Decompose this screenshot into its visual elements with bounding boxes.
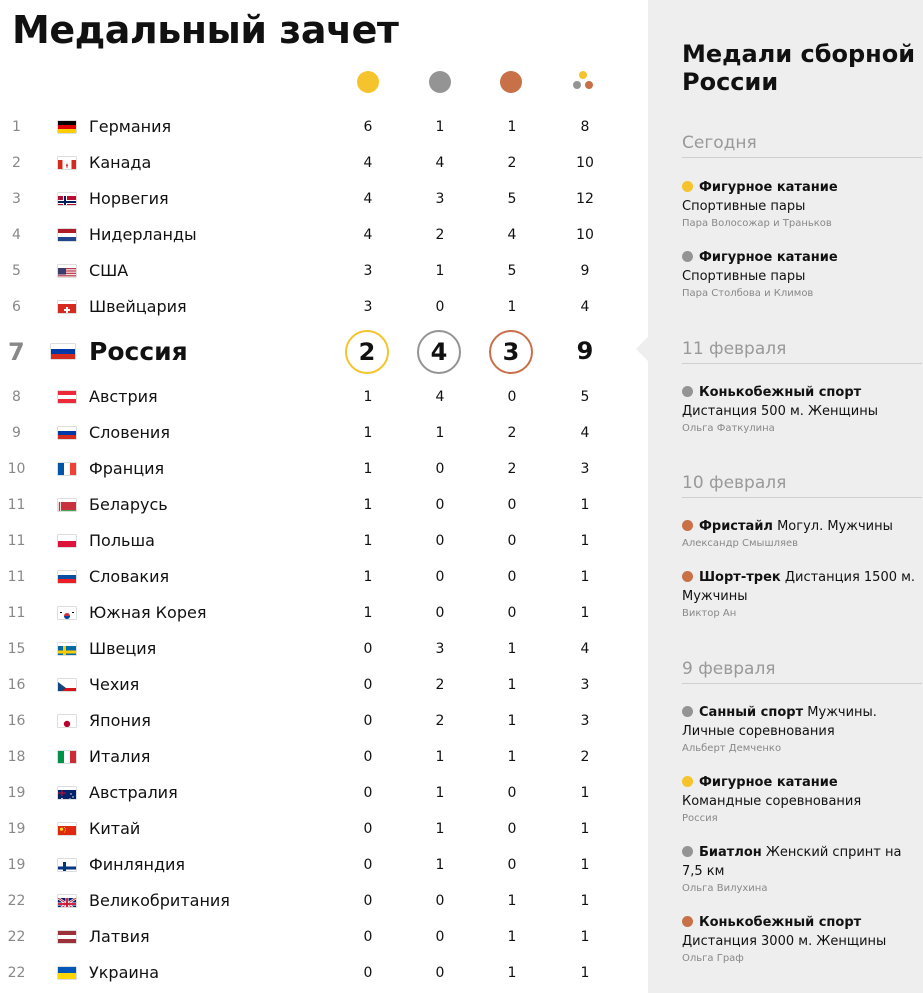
gold-medal-icon: [357, 71, 379, 93]
flag-icon: [58, 463, 76, 475]
athlete-name: Пара Волосожар и Траньков: [682, 218, 832, 229]
bronze-count: 2: [507, 425, 517, 441]
total-count: 1: [580, 929, 590, 945]
sport-name: Конькобежный спорт: [699, 915, 862, 930]
total-count: 10: [576, 155, 594, 171]
sport-name: Шорт-трек: [699, 570, 781, 585]
total-count: 8: [580, 119, 590, 135]
table-row-highlighted: [0, 325, 648, 379]
sport-name: Фигурное катание: [699, 775, 838, 790]
rank: 3: [12, 191, 21, 207]
silver-count: 3: [435, 191, 445, 207]
silver-count: 1: [435, 749, 445, 765]
bronze-count: 0: [507, 533, 517, 549]
medal-event: [682, 248, 918, 299]
country-name: Япония: [89, 711, 151, 730]
silver-count: 0: [435, 569, 445, 585]
flag-icon: [58, 679, 76, 691]
bronze-count: 0: [507, 605, 517, 621]
gold-count: 2: [345, 330, 389, 374]
athlete-name: Ольга Фаткулина: [682, 423, 775, 434]
gold-count: 4: [363, 155, 373, 171]
gold-count: 0: [363, 929, 373, 945]
flag-icon: [58, 535, 76, 547]
total-count: 1: [580, 605, 590, 621]
discipline: Женский спринт на 7,5 км: [682, 845, 902, 879]
flag-icon: [51, 344, 75, 359]
rank: 11: [7, 605, 26, 621]
medal-event: [682, 843, 918, 894]
medal-event: [682, 773, 918, 824]
flag-icon: [58, 571, 76, 583]
table-row: [0, 415, 648, 451]
discipline: Дистанция 3000 м. Женщины: [682, 934, 887, 949]
country-name: Норвегия: [89, 189, 169, 208]
silver-medal-icon: [429, 71, 451, 93]
gold-count: 0: [363, 785, 373, 801]
rank: 8: [12, 389, 21, 405]
russia-medals-sidebar: [648, 0, 923, 993]
total-count: 3: [580, 677, 590, 693]
medal-event: [682, 517, 918, 549]
silver-count: 2: [435, 227, 445, 243]
country-name: Финляндия: [89, 855, 186, 874]
total-count: 9: [576, 337, 594, 365]
flag-icon: [58, 391, 76, 403]
flag-icon: [58, 967, 76, 979]
gold-count: 4: [363, 227, 373, 243]
date-heading: Сегодня: [682, 133, 922, 158]
total-count: 12: [576, 191, 594, 207]
bronze-count: 1: [507, 299, 517, 315]
athlete-name: Виктор Ан: [682, 608, 737, 619]
sport-name: Санный спорт: [699, 705, 804, 720]
flag-icon: [58, 643, 76, 655]
country-name: Латвия: [89, 927, 150, 946]
bronze-medal-icon: [682, 571, 693, 582]
discipline: Командные соревнования: [682, 794, 862, 809]
bronze-medal-icon: [500, 71, 522, 93]
rank: 19: [7, 857, 26, 873]
silver-count: 0: [435, 533, 445, 549]
medal-event: [682, 178, 918, 229]
athlete-name: Ольга Граф: [682, 953, 744, 964]
table-row: [0, 883, 648, 919]
discipline: Могул. Мужчины: [777, 519, 893, 534]
gold-count: 0: [363, 965, 373, 981]
rank: 7: [8, 338, 25, 366]
bronze-count: 2: [507, 461, 517, 477]
athlete-name: Пара Столбова и Климов: [682, 288, 814, 299]
bronze-count: 0: [507, 569, 517, 585]
bronze-medal-icon: [682, 916, 693, 927]
total-count: 1: [580, 533, 590, 549]
silver-count: 0: [435, 965, 445, 981]
silver-count: 1: [435, 821, 445, 837]
country-name: Польша: [89, 531, 155, 550]
gold-count: 0: [363, 893, 373, 909]
rank: 10: [7, 461, 26, 477]
athlete-name: Россия: [682, 813, 718, 824]
total-count: 9: [580, 263, 590, 279]
silver-count: 0: [435, 929, 445, 945]
gold-count: 1: [363, 605, 373, 621]
flag-icon: [58, 193, 76, 205]
table-row: [0, 667, 648, 703]
athlete-name: Ольга Вилухина: [682, 883, 768, 894]
country-name: Южная Корея: [89, 603, 207, 622]
bronze-count: 0: [507, 857, 517, 873]
date-heading: 11 февраля: [682, 339, 922, 364]
flag-icon: [58, 427, 76, 439]
rank: 16: [7, 713, 26, 729]
flag-icon: [58, 607, 76, 619]
gold-count: 1: [363, 389, 373, 405]
table-row: [0, 487, 648, 523]
flag-icon: [58, 787, 76, 799]
flag-icon: [58, 157, 76, 169]
bronze-count: 3: [489, 330, 533, 374]
rank: 1: [12, 119, 21, 135]
total-count: 1: [580, 893, 590, 909]
date-heading: 10 февраля: [682, 473, 922, 498]
bronze-count: 2: [507, 155, 517, 171]
table-row: [0, 379, 648, 415]
bronze-count: 1: [507, 713, 517, 729]
flag-icon: [58, 715, 76, 727]
athlete-name: Альберт Демченко: [682, 743, 782, 754]
table-row: [0, 811, 648, 847]
table-row: [0, 919, 648, 955]
table-row: [0, 955, 648, 991]
discipline: Дистанция 1500 м. Мужчины: [682, 570, 916, 604]
bronze-count: 1: [507, 749, 517, 765]
rank: 11: [7, 497, 26, 513]
gold-count: 1: [363, 497, 373, 513]
flag-icon: [58, 751, 76, 763]
athlete-name: Александр Смышляев: [682, 538, 799, 549]
total-count: 3: [580, 461, 590, 477]
total-count: 1: [580, 785, 590, 801]
rank: 6: [12, 299, 21, 315]
bronze-count: 5: [507, 263, 517, 279]
silver-count: 4: [435, 389, 445, 405]
page-title: Медальный зачет: [12, 8, 399, 52]
rank: 22: [7, 965, 26, 981]
bronze-count: 1: [507, 965, 517, 981]
total-count: 2: [580, 749, 590, 765]
total-count: 4: [580, 425, 590, 441]
sport-name: Биатлон: [699, 845, 762, 860]
silver-count: 0: [435, 461, 445, 477]
gold-count: 1: [363, 533, 373, 549]
country-name: Швеция: [89, 639, 157, 658]
date-heading: 9 февраля: [682, 659, 922, 684]
silver-count: 0: [435, 605, 445, 621]
medal-event: [682, 568, 918, 619]
gold-medal-icon: [682, 776, 693, 787]
gold-count: 0: [363, 641, 373, 657]
discipline: Дистанция 500 м. Женщины: [682, 404, 879, 419]
silver-count: 1: [435, 119, 445, 135]
country-name: Германия: [89, 117, 172, 136]
silver-count: 4: [417, 330, 461, 374]
sport-name: Фристайл: [699, 519, 773, 534]
silver-count: 0: [435, 893, 445, 909]
flag-icon: [58, 895, 76, 907]
rank: 2: [12, 155, 21, 171]
rank: 22: [7, 893, 26, 909]
country-name: Швейцария: [89, 297, 187, 316]
table-row: [0, 559, 648, 595]
total-count: 1: [580, 569, 590, 585]
table-row: [0, 145, 648, 181]
gold-count: 3: [363, 299, 373, 315]
flag-icon: [58, 823, 76, 835]
silver-count: 2: [435, 677, 445, 693]
table-row: [0, 523, 648, 559]
total-count: 10: [576, 227, 594, 243]
gold-count: 0: [363, 821, 373, 837]
gold-count: 1: [363, 569, 373, 585]
silver-count: 4: [435, 155, 445, 171]
country-name: Канада: [89, 153, 152, 172]
bronze-count: 1: [507, 677, 517, 693]
flag-icon: [58, 301, 76, 313]
bronze-count: 1: [507, 119, 517, 135]
bronze-count: 0: [507, 389, 517, 405]
bronze-count: 0: [507, 497, 517, 513]
flag-icon: [58, 229, 76, 241]
discipline: Спортивные пары: [682, 199, 806, 214]
country-name: Италия: [89, 747, 151, 766]
table-row: [0, 451, 648, 487]
gold-count: 0: [363, 677, 373, 693]
country-name: Нидерланды: [89, 225, 197, 244]
discipline: Спортивные пары: [682, 269, 806, 284]
rank: 9: [12, 425, 21, 441]
country-name: Австрия: [89, 387, 158, 406]
total-count: 4: [580, 299, 590, 315]
country-name: Россия: [89, 337, 188, 366]
total-count: 5: [580, 389, 590, 405]
country-name: Австралия: [89, 783, 178, 802]
table-row: [0, 703, 648, 739]
silver-medal-icon: [682, 706, 693, 717]
bronze-count: 1: [507, 929, 517, 945]
bronze-count: 1: [507, 893, 517, 909]
rank: 16: [7, 677, 26, 693]
silver-count: 0: [435, 299, 445, 315]
rank: 19: [7, 821, 26, 837]
gold-count: 0: [363, 749, 373, 765]
country-name: Чехия: [89, 675, 140, 694]
table-row: [0, 739, 648, 775]
silver-count: 2: [435, 713, 445, 729]
total-count: 1: [580, 857, 590, 873]
rank: 22: [7, 929, 26, 945]
silver-medal-icon: [682, 846, 693, 857]
silver-count: 3: [435, 641, 445, 657]
rank: 19: [7, 785, 26, 801]
medal-event: [682, 703, 918, 754]
country-name: Словакия: [89, 567, 170, 586]
sport-name: Фигурное катание: [699, 180, 838, 195]
table-row: [0, 847, 648, 883]
bronze-medal-icon: [682, 520, 693, 531]
flag-icon: [58, 265, 76, 277]
rank: 5: [12, 263, 21, 279]
country-name: Китай: [89, 819, 141, 838]
total-count: 1: [580, 965, 590, 981]
country-name: Словения: [89, 423, 170, 442]
table-row: [0, 775, 648, 811]
table-row: [0, 181, 648, 217]
table-row: [0, 595, 648, 631]
silver-count: 1: [435, 785, 445, 801]
rank: 11: [7, 533, 26, 549]
rank: 15: [7, 641, 26, 657]
total-count: 1: [580, 821, 590, 837]
table-row: [0, 253, 648, 289]
bronze-count: 4: [507, 227, 517, 243]
flag-icon: [58, 859, 76, 871]
rank: 4: [12, 227, 21, 243]
gold-count: 6: [363, 119, 373, 135]
table-row: [0, 289, 648, 325]
rank: 18: [7, 749, 26, 765]
country-name: Великобритания: [89, 891, 230, 910]
total-count: 1: [580, 497, 590, 513]
discipline: Мужчины. Личные соревнования: [682, 705, 877, 739]
table-row: [0, 631, 648, 667]
gold-count: 3: [363, 263, 373, 279]
flag-icon: [58, 931, 76, 943]
silver-count: 1: [435, 857, 445, 873]
country-name: Франция: [89, 459, 165, 478]
sidebar-title: Медали сборной России: [682, 40, 916, 96]
bronze-count: 0: [507, 785, 517, 801]
gold-medal-icon: [682, 181, 693, 192]
flag-icon: [58, 499, 76, 511]
highlight-pointer: [636, 337, 648, 361]
sport-name: Конькобежный спорт: [699, 385, 862, 400]
bronze-count: 0: [507, 821, 517, 837]
country-name: Беларусь: [89, 495, 168, 514]
table-row: [0, 109, 648, 145]
gold-count: 4: [363, 191, 373, 207]
rank: 11: [7, 569, 26, 585]
medal-event: [682, 383, 918, 434]
gold-count: 1: [363, 425, 373, 441]
table-row: [0, 217, 648, 253]
silver-medal-icon: [682, 386, 693, 397]
silver-medal-icon: [682, 251, 693, 262]
silver-count: 1: [435, 425, 445, 441]
gold-count: 0: [363, 713, 373, 729]
bronze-count: 1: [507, 641, 517, 657]
country-name: США: [89, 261, 129, 280]
sport-name: Фигурное катание: [699, 250, 838, 265]
flag-icon: [58, 121, 76, 133]
gold-count: 0: [363, 857, 373, 873]
total-medals-icon: [571, 71, 593, 93]
medal-event: [682, 913, 918, 964]
gold-count: 1: [363, 461, 373, 477]
total-count: 4: [580, 641, 590, 657]
silver-count: 1: [435, 263, 445, 279]
bronze-count: 5: [507, 191, 517, 207]
silver-count: 0: [435, 497, 445, 513]
country-name: Украина: [89, 963, 160, 982]
total-count: 3: [580, 713, 590, 729]
